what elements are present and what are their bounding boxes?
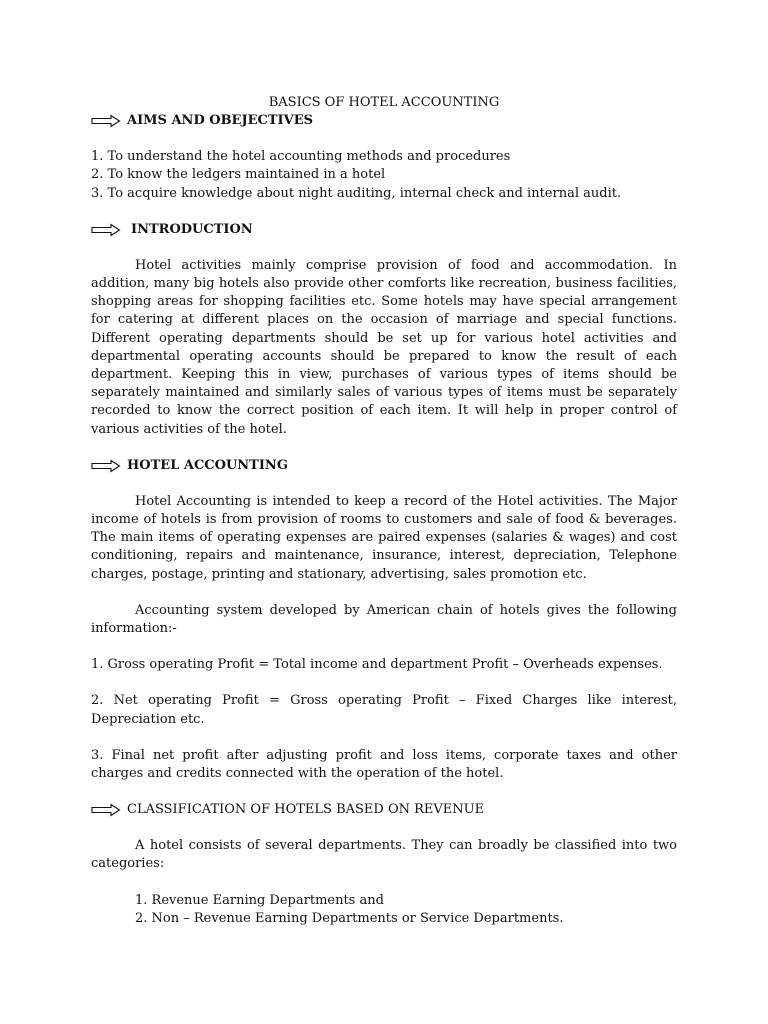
section-heading-label: HOTEL ACCOUNTING [127,457,288,473]
list-item: 2. Non – Revenue Earning Departments or Service Departments. [135,910,564,926]
hotel-accounting-paragraph: Hotel Accounting is intended to keep a record of the Hotel activities. The Major income of hotels is from provision of rooms to customers and sale of food & beverages. The main items of operating expenses are paired expenses (salaries & wages) and cost conditioning, repairs and maintenance, insurance, interest, depreciation, Telephone charges, postage, printing and stationary, advertising, sales promotion etc. [91,493,677,582]
classification-list [91,892,677,928]
list-item: 1. To understand the hotel accounting methods and procedures [91,149,511,165]
section-heading-hotel-accounting [91,457,677,475]
classification-paragraph: A hotel consists of several departments. They can broadly be classified into two categories: [91,838,677,872]
right-arrow-outline-icon [91,223,121,237]
accounting-system-paragraph: Accounting system developed by American chain of hotels gives the following information:- [91,602,677,637]
section-heading-aims [91,112,677,130]
section-heading-classification [91,801,677,819]
list-item: 1. Revenue Earning Departments and [135,892,384,908]
document-page [91,94,677,928]
right-arrow-outline-icon [91,803,121,817]
gross-profit-point: 1. Gross operating Profit = Total income and department Profit – Overheads expenses. [91,657,663,673]
section-heading-label: AIMS AND OBEJECTIVES [127,113,314,129]
right-arrow-outline-icon [91,114,121,128]
section-heading-label: INTRODUCTION [131,221,253,237]
document-title: BASICS OF HOTEL ACCOUNTING [268,95,500,110]
net-profit-point: 2. Net operating Profit = Gross operating Profit – Fixed Charges like interest, Depreciation etc. [91,693,677,727]
section-heading-introduction [91,221,677,239]
section-heading-label: CLASSIFICATION OF HOTELS BASED ON REVENUE [127,802,485,818]
aims-list [91,148,677,203]
right-arrow-outline-icon [91,459,121,473]
list-item: 3. To acquire knowledge about night auditing, internal check and internal audit. [91,185,622,201]
final-profit-point: 3. Final net profit after adjusting profit and loss items, corporate taxes and other charges and credits connected with the operation of the hotel. [91,747,677,782]
list-item: 2. To know the ledgers maintained in a hotel [91,167,386,183]
introduction-paragraph: Hotel activities mainly comprise provision of food and accommodation. In addition, many big hotels also provide other comforts like recreation, business facilities, shopping areas for shopping facilities etc. Some hotels may have special arrangement for catering at different places on the occasion of marriage and special functions. Different operating departments should be set up for various hotel activities and departmental operating accounts should be prepared to know the result of each department. Keeping this in view, purchases of various types of items should be separately maintained and similarly sales of various types of items must be separately recorded to know the correct position of each item. It will help in proper control of various activities of the hotel. [91,257,677,437]
